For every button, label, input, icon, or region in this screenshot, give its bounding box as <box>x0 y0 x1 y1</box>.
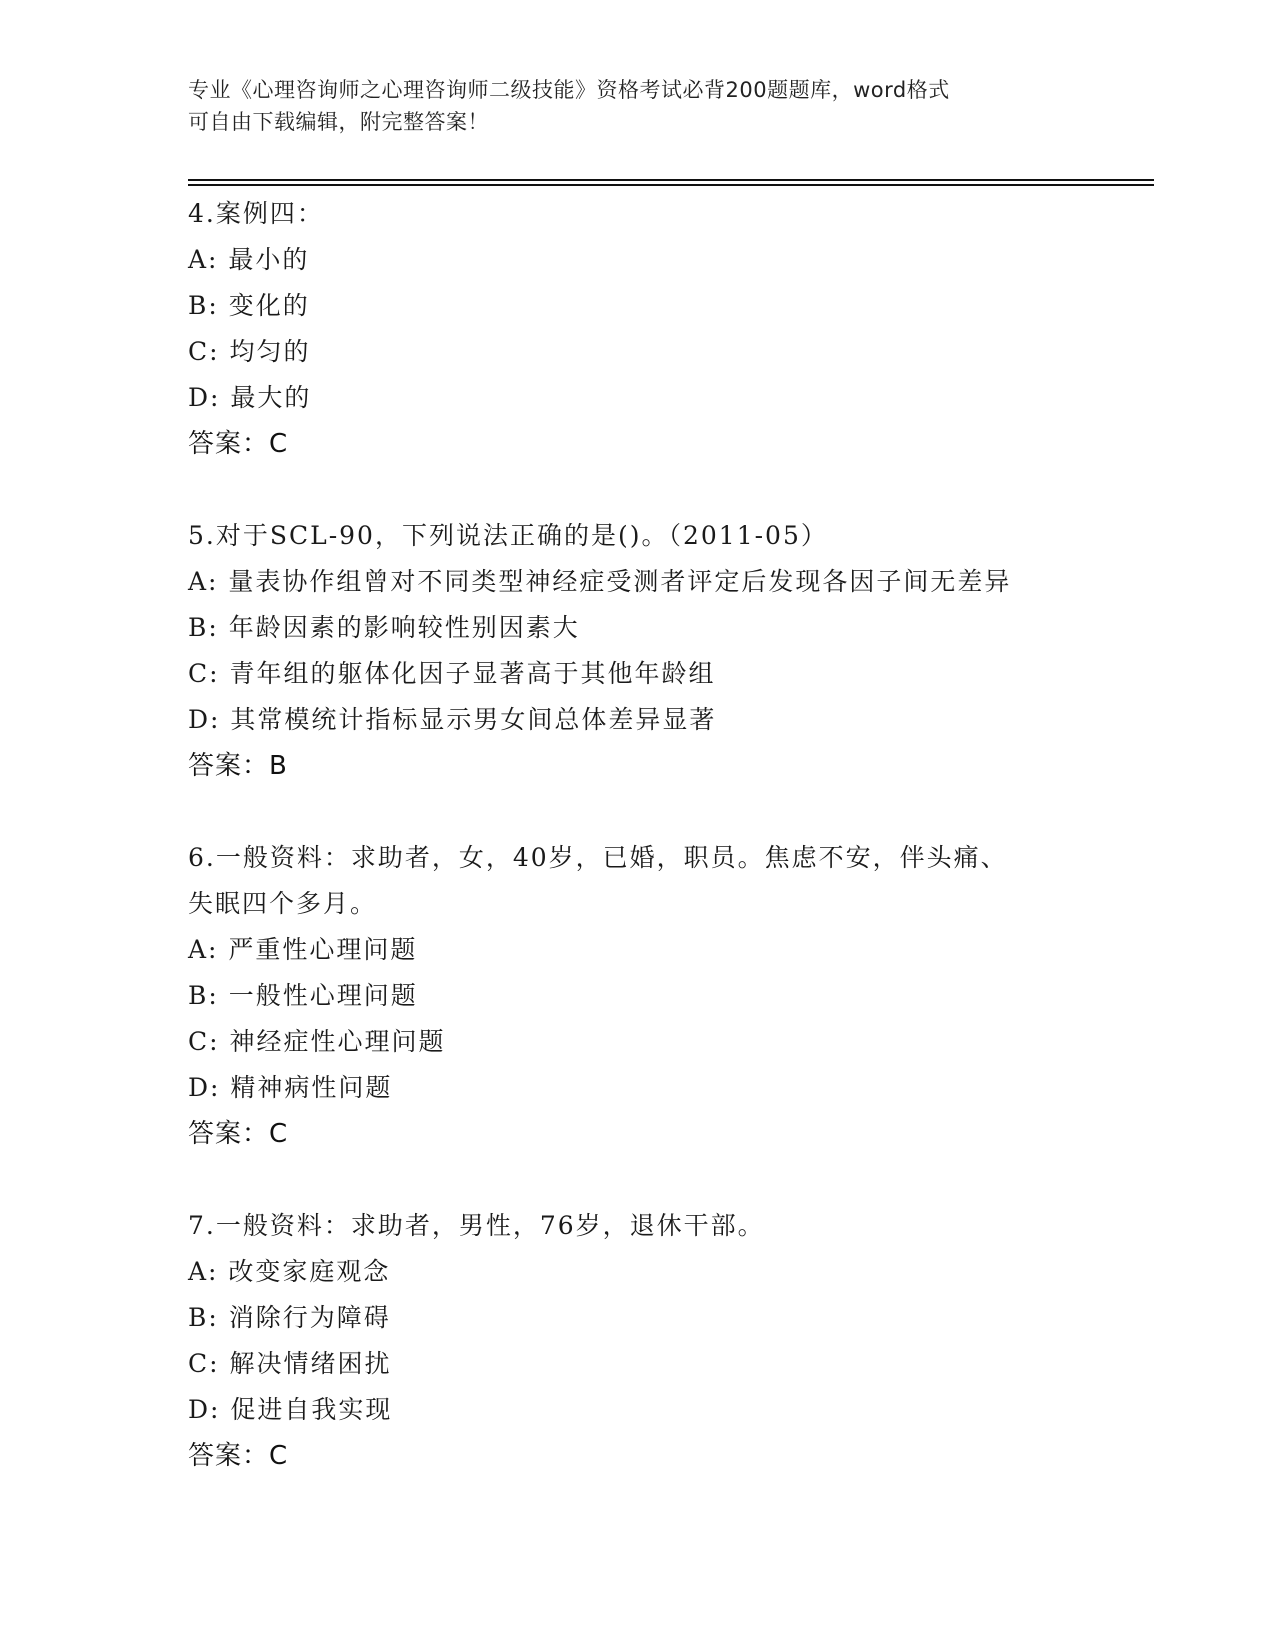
header-line-1: 专业《心理咨询师之心理咨询师二级技能》资格考试必背200题题库，word格式 <box>188 78 950 102</box>
question-list <box>188 191 1154 1525</box>
question-stem-line: 4.案例四： <box>188 199 324 228</box>
answer-label: 答案：C <box>188 429 289 459</box>
question-5 <box>188 513 1154 789</box>
option-c: C: 解决情绪困扰 <box>188 1349 392 1378</box>
question-4 <box>188 191 1154 467</box>
question-stem-line: 5.对于SCL-90，下列说法正确的是()。（2011-05） <box>188 521 828 550</box>
option-b: B: 消除行为障碍 <box>188 1303 391 1332</box>
option-c: C: 神经症性心理问题 <box>188 1027 446 1056</box>
option-a: A: 改变家庭观念 <box>188 1257 391 1286</box>
question-stem <box>188 191 1154 237</box>
question-stem <box>188 1203 1154 1249</box>
option-a: A: 最小的 <box>188 245 310 274</box>
option-c: C: 青年组的躯体化因子显著高于其他年龄组 <box>188 659 716 688</box>
option-d: D: 促进自我实现 <box>188 1395 393 1424</box>
option-a: A: 严重性心理问题 <box>188 935 418 964</box>
question-stem <box>188 835 1154 927</box>
question-stem-line: 7.一般资料：求助者，男性，76岁，退休干部。 <box>188 1211 765 1240</box>
question-stem-line: 6.一般资料：求助者，女，40岁，已婚，职员。焦虑不安，伴头痛、 <box>188 843 1008 872</box>
option-a: A: 量表协作组曾对不同类型神经症受测者评定后发现各因子间无差异 <box>188 567 1012 596</box>
option-b: B: 年龄因素的影响较性别因素大 <box>188 613 580 642</box>
option-b: B: 一般性心理问题 <box>188 981 418 1010</box>
document-header <box>188 74 1078 138</box>
answer-label: 答案：C <box>188 1441 289 1471</box>
question-stem-line: 失眠四个多月。 <box>188 889 378 918</box>
question-stem <box>188 513 1154 559</box>
header-divider-bottom <box>188 184 1154 186</box>
question-6 <box>188 835 1154 1157</box>
option-c: C: 均匀的 <box>188 337 311 366</box>
header-line-2: 可自由下载编辑，附完整答案！ <box>188 110 489 134</box>
option-b: B: 变化的 <box>188 291 310 320</box>
option-d: D: 最大的 <box>188 383 312 412</box>
header-divider-top <box>188 179 1154 181</box>
option-d: D: 精神病性问题 <box>188 1073 393 1102</box>
answer-label: 答案：B <box>188 751 288 781</box>
option-d: D: 其常模统计指标显示男女间总体差异显著 <box>188 705 717 734</box>
answer-label: 答案：C <box>188 1119 289 1149</box>
question-7 <box>188 1203 1154 1479</box>
